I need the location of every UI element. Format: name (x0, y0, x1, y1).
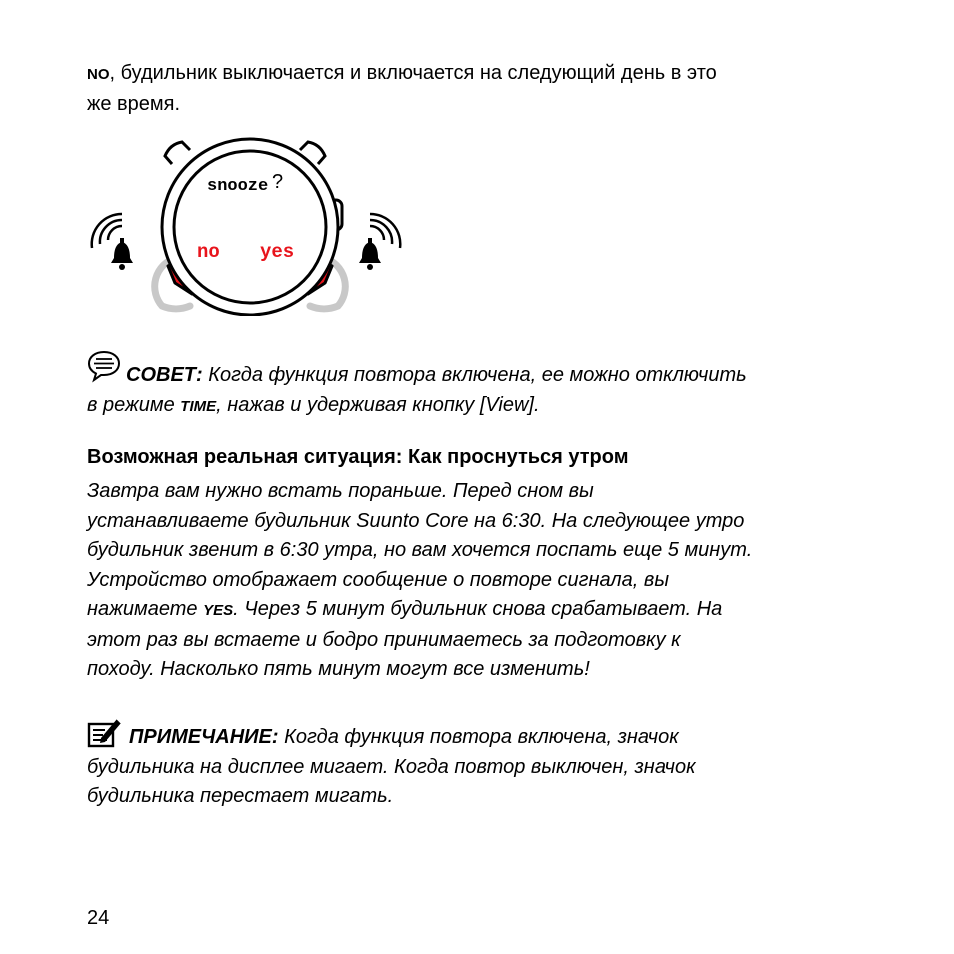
note-line-1: Когда функция повтора включена, значок (278, 726, 679, 748)
tip-key-time: TIME (180, 397, 217, 415)
screen-option-no: no (197, 241, 220, 263)
note-paragraph (87, 723, 887, 812)
scenario-heading: Возможная реальная ситуация: Как проснуться утром (87, 446, 629, 468)
intro-line-1: , будильник выключается и включается на следующий день в это (109, 62, 717, 84)
tip-line-2b: , нажав и удерживая кнопку [View]. (216, 393, 540, 416)
scenario-line-2: устанавливаете будильник Suunto Core на 6:30. На следующее утро (87, 509, 745, 532)
scenario-line-4: Устройство отображает сообщение о повторе сигнала, вы (87, 568, 670, 591)
intro-line-2: же время. (87, 92, 181, 115)
note-label: ПРИМЕЧАНИЕ: (129, 726, 279, 748)
scenario-line-5b: . Через 5 минут будильник снова срабатывает. На (233, 598, 723, 620)
watch-snooze-illustration (80, 136, 420, 316)
top-left-button (165, 142, 190, 164)
screen-question-mark: ? (272, 171, 284, 193)
scenario-line-3: будильник звенит в 6:30 утра, но вам хочется поспать еще 5 минут. (87, 539, 753, 561)
watch-display (174, 151, 326, 303)
scenario-line-6: этот раз вы встаете и бодро принимаетесь за подготовку к (87, 628, 681, 651)
tip-paragraph (87, 361, 887, 421)
note-line-3: будильника перестает мигать. (87, 785, 394, 807)
ringing-bell-left-icon (92, 214, 133, 270)
tip-label: СОВЕТ: (126, 364, 203, 386)
scenario-line-7: походу. Насколько пять минут могут все изменить! (87, 658, 590, 680)
ringing-bell-right-icon (359, 214, 400, 270)
screen-option-yes: yes (260, 241, 295, 263)
scenario-paragraph (87, 477, 887, 685)
tip-line-2a: в режиме (87, 393, 181, 416)
scenario-line-5a: нажимаете (87, 598, 204, 620)
tip-line-1: Когда функция повтора включена, ее можно отключить (202, 364, 747, 386)
note-line-2: будильника на дисплее мигает. Когда повтор выключен, значок (87, 755, 696, 778)
scenario-key-yes: YES (203, 602, 234, 619)
scenario-line-1: Завтра вам нужно встать пораньше. Перед сном вы (87, 480, 594, 502)
page-number: 24 (87, 907, 110, 929)
screen-prompt: snooze (207, 177, 269, 196)
intro-keyword: NO (87, 66, 110, 83)
intro-paragraph (87, 59, 887, 119)
